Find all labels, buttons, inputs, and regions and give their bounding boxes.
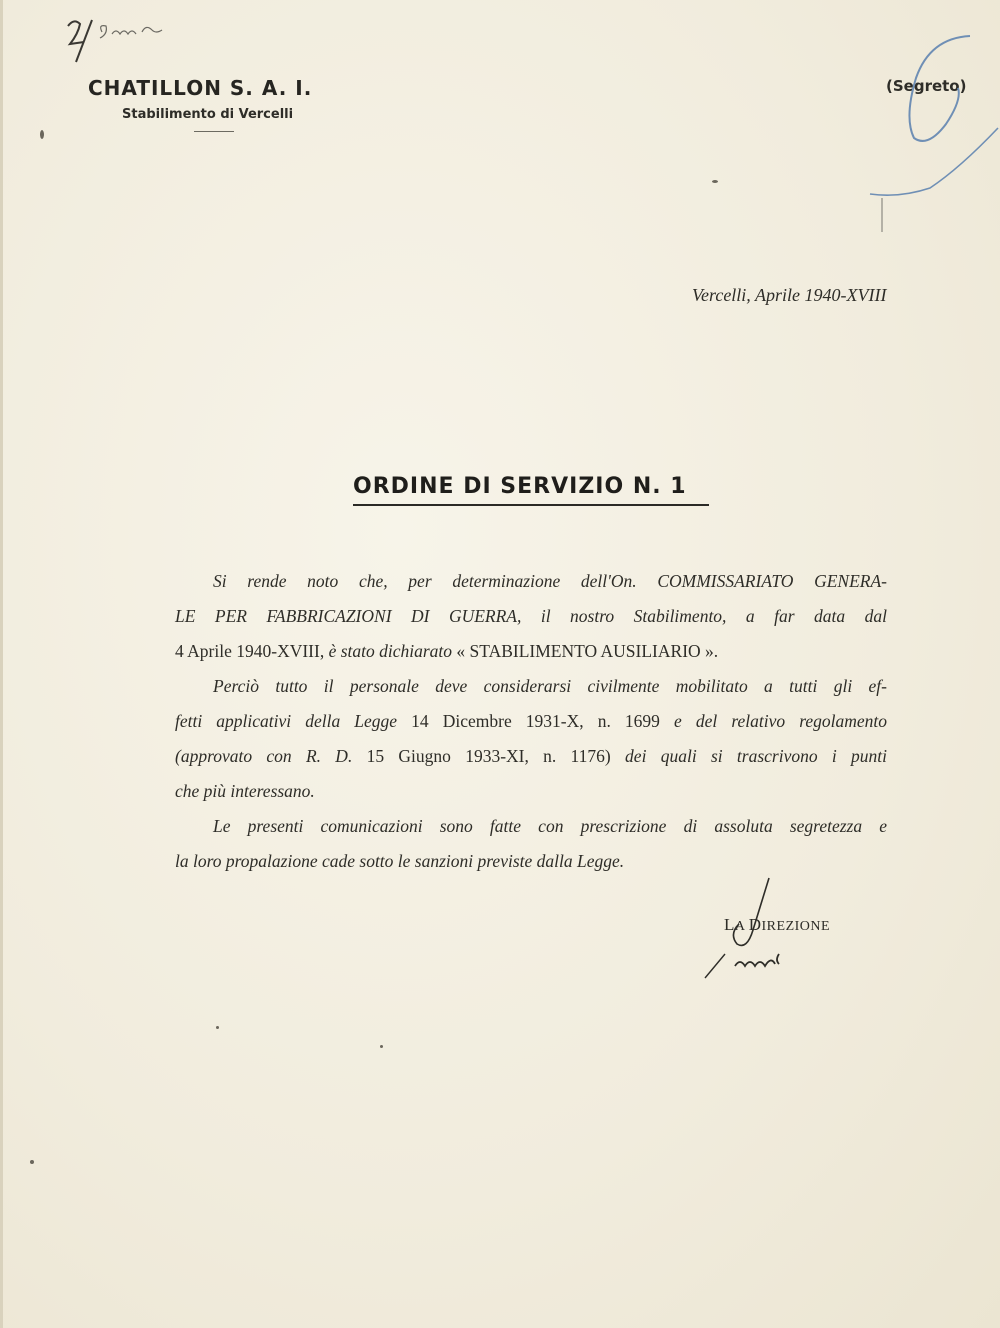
body-line: LE PER FABBRICAZIONI DI GUERRA, il nostro Stabilimento, a far data dal <box>175 606 887 626</box>
page-edge <box>0 0 3 1328</box>
paper-speck <box>380 1045 383 1048</box>
status-text: « STABILIMENTO AUSILIARIO ». <box>456 641 719 661</box>
body-text-fragment: (approvato con R. D. <box>175 746 353 766</box>
paper-speck <box>216 1026 219 1029</box>
law-reference: 14 Dicembre 1931-X, n. 1699 <box>411 711 660 731</box>
company-name: CHATILLON S. A. I. <box>88 76 313 100</box>
classification-label: (Segreto) <box>886 77 967 95</box>
body-line <box>175 634 887 669</box>
signature-label: LA DIREZIONE <box>724 915 831 934</box>
body-text-fragment: è stato dichiarato <box>328 641 453 661</box>
body-text-fragment: fetti applicativi della Legge <box>175 711 398 731</box>
blue-pencil-mark <box>850 28 1000 238</box>
body-line: la loro propalazione cade sotto le sanzioni previste dalla Legge. <box>175 851 625 871</box>
paper-speck <box>40 130 44 139</box>
body-line: Perciò tutto il personale deve considerarsi civilmente mobilitato a tutti gli ef- <box>213 676 887 696</box>
body-text-fragment: dei quali si trascrivono i punti <box>625 746 888 766</box>
body-line <box>175 739 887 774</box>
body-line: che più interessano. <box>175 781 315 801</box>
paper-speck <box>30 1160 34 1164</box>
paper-speck <box>712 180 718 183</box>
decree-reference: 15 Giugno 1933-XI, n. 1176) <box>366 746 611 766</box>
date-text: 4 Aprile 1940-XVIII, <box>175 641 325 661</box>
body-line: Le presenti comunicazioni sono fatte con prescrizione di assoluta segretezza e <box>213 816 887 836</box>
body-line <box>175 704 887 739</box>
body-text-fragment: e del relativo regolamento <box>674 711 888 731</box>
body-line: Si rende noto che, per determinazione dell'On. COMMISSARIATO GENERA- <box>213 571 887 591</box>
date-line: Vercelli, Aprile 1940-XVIII <box>692 285 887 305</box>
document-title: ORDINE DI SERVIZIO N. 1 <box>353 474 709 506</box>
handwritten-pencil-note <box>62 14 172 64</box>
letterhead-rule <box>194 131 234 132</box>
body-text <box>175 564 887 879</box>
plant-name: Stabilimento di Vercelli <box>122 107 294 122</box>
